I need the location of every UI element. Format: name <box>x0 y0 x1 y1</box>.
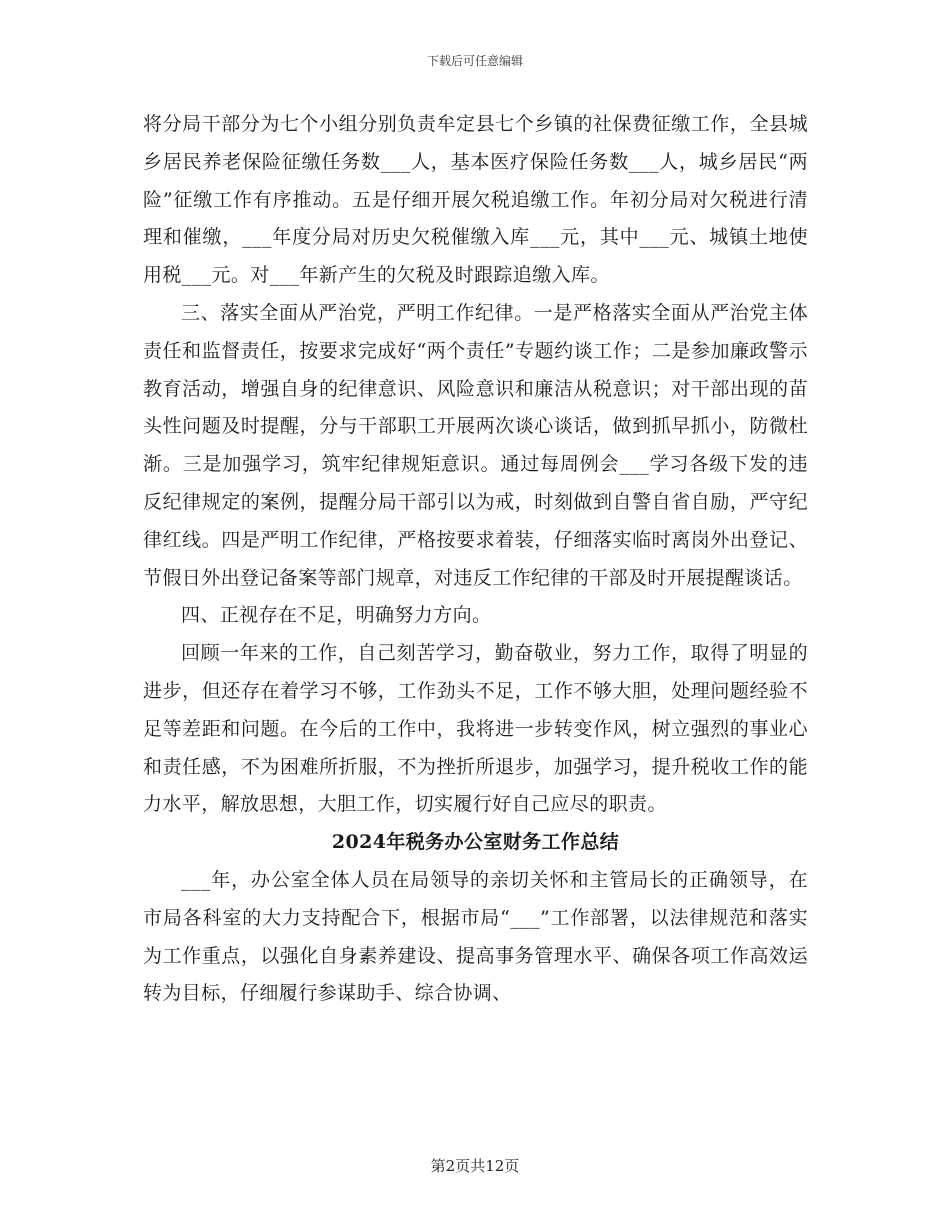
paragraph-shortcomings-heading: 四、正视存在不足，明确努力方向。 <box>181 604 492 627</box>
page-header: 下载后可任意编辑 <box>426 54 523 68</box>
section-title: 2024年税务办公室财务工作总结 <box>331 831 620 854</box>
paragraph-review: 回顾一年来的工作，自己刻苦学习，勤奋敬业，努力工作，取得了明显的进步，但还存在着学习不够，工作劲头不足，工作不够大胆，处理问题经验不足等差距和问题。在今后的工作中，我将进一步转变作风，树立强烈的事业心和责任感，不为困难所折服，不为挫折所退步，加强学习，提升税收工作的能力水平，解放思想，大胆工作，切实履行好自己应尽的职责。 <box>143 642 808 816</box>
paragraph-party-discipline: 三、落实全面从严治党，严明工作纪律。一是严格落实全面从严治党主体责任和监督责任，按要求完成好“两个责任”专题约谈工作；二是参加廉政警示教育活动，增强自身的纪律意识、风险意识和廉洁从税意识；对干部出现的苗头性问题及时提醒，分与干部职工开展两次谈心谈话，做到抓早抓小，防微杜渐。三是加强学习，筑牢纪律规矩意识。通过每周例会___学习各级下发的违反纪律规定的案例，提醒分局干部引以为戒，时刻做到自警自省自励，严守纪律红线。四是严明工作纪律，严格按要求着装，仔细落实临时离岗外出登记、节假日外出登记备案等部门规章，对违反工作纪律的干部及时开展提醒谈话。 <box>143 301 808 589</box>
paragraph-office-summary: ___年，办公室全体人员在局领导的亲切关怀和主管局长的正确领导，在市局各科室的大力支持配合下，根据市局“___”工作部署，以法律规范和落实为工作重点，以强化自身素养建设、提高事务管理水平、确保各项工作高效运转为目标，仔细履行参谋助手、综合协调、 <box>143 868 808 1005</box>
document-body <box>143 106 808 1013</box>
paragraph-social-insurance: 将分局干部分为七个小组分别负责牟定县七个乡镇的社保费征缴工作，全县城乡居民养老保险征缴任务数___人，基本医疗保险任务数___人，城乡居民“两险”征缴工作有序推动。五是仔细开展欠税追缴工作。年初分局对欠税进行清理和催缴，___年度分局对历史欠税催缴入库___元，其中___元、城镇土地使用税___元。对___年新产生的欠税及时跟踪追缴入库。 <box>143 113 808 287</box>
page-number: 第2页共12页 <box>430 1157 520 1175</box>
